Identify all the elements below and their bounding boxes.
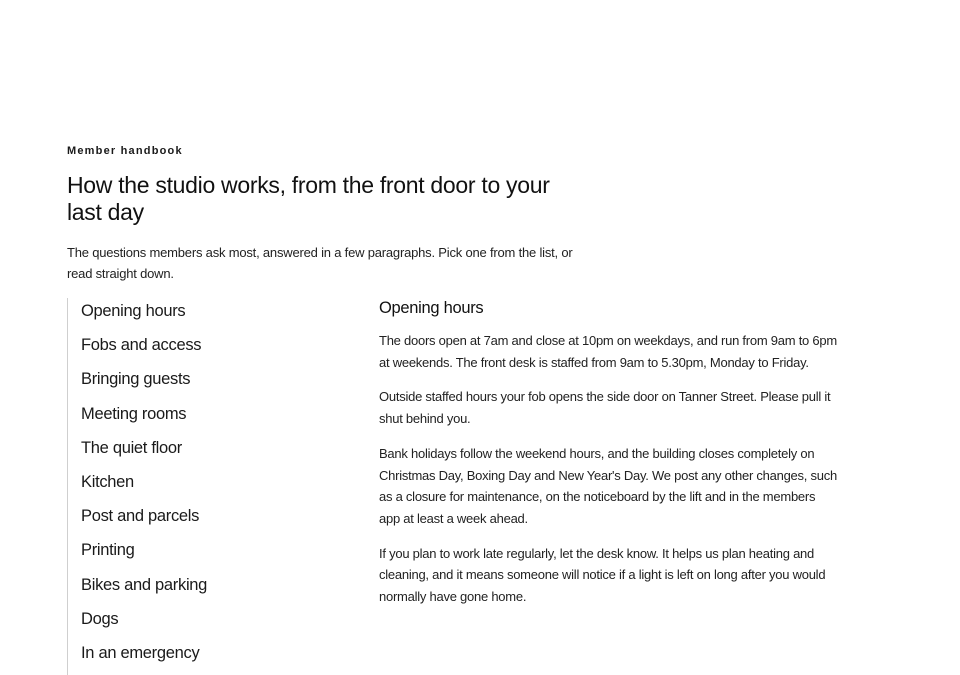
topic-link-opening-hours[interactable]: Opening hours xyxy=(81,302,186,320)
article-paragraph: Bank holidays follow the weekend hours, and the building closes completely on Christmas Day, Boxing Day and New Year's Day. We post any other changes, such as a closure for maintenance, on the noticeboard by the lift and in the members app at least a week ahead. xyxy=(379,445,837,526)
topic-link-meeting-rooms[interactable]: Meeting rooms xyxy=(81,404,187,423)
topic-link-kitchen[interactable]: Kitchen xyxy=(81,472,134,491)
topic-link-printing[interactable]: Printing xyxy=(81,541,135,560)
article-title: Opening hours xyxy=(379,299,484,317)
topic-link-bikes-and-parking[interactable]: Bikes and parking xyxy=(81,575,208,594)
topic-link-dogs[interactable]: Dogs xyxy=(81,609,119,628)
intro-text: The questions members ask most, answered in a few paragraphs. Pick one from the list, or read straight down. xyxy=(67,245,573,281)
topic-link-post-and-parcels[interactable]: Post and parcels xyxy=(81,507,200,526)
article-paragraph: The doors open at 7am and close at 10pm on weekdays, and run from 9am to 6pm at weekends. The front desk is staffed from 9am to 5.30pm, Monday to Friday. xyxy=(379,333,837,370)
page-title: How the studio works, from the front door to your last day xyxy=(67,172,550,225)
topic-link-quiet-floor[interactable]: The quiet floor xyxy=(81,438,182,457)
article-paragraph: If you plan to work late regularly, let the desk know. It helps us plan heating and cleaning, and it means someone will notice if a light is left on long after you would normally have gone home. xyxy=(379,545,826,605)
article-paragraph: Outside staffed hours your fob opens the side door on Tanner Street. Please pull it shut behind you. xyxy=(379,389,831,427)
topic-link-bringing-guests[interactable]: Bringing guests xyxy=(81,370,191,389)
topic-link-fobs-and-access[interactable]: Fobs and access xyxy=(81,336,202,355)
topic-list xyxy=(67,298,297,675)
eyebrow-label: Member handbook xyxy=(67,145,183,157)
topic-article xyxy=(379,296,839,621)
topic-link-emergency[interactable]: In an emergency xyxy=(81,643,200,662)
